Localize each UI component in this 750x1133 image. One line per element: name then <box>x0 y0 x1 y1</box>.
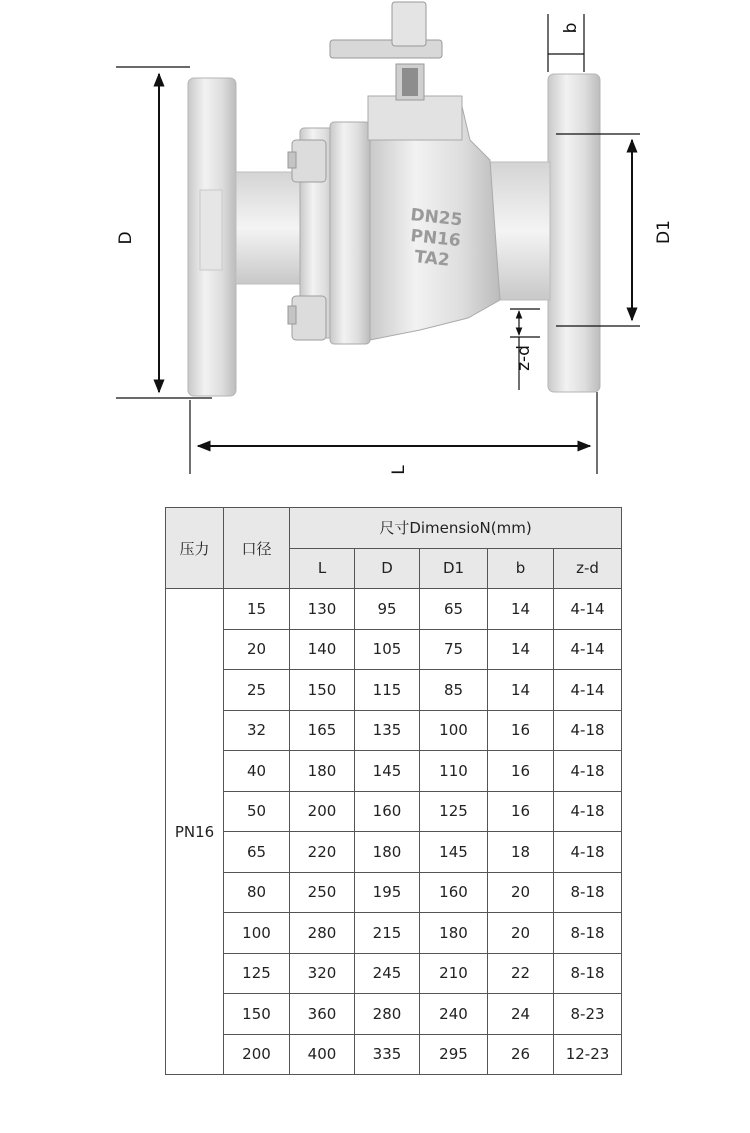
table-row <box>166 670 622 711</box>
table-row <box>166 913 622 954</box>
cell-d1: 160 <box>420 872 488 913</box>
cell-zd: 8-18 <box>554 953 622 994</box>
dim-label-zd: z-d <box>514 345 534 371</box>
cell-l: 220 <box>290 832 355 873</box>
cell-b: 20 <box>488 872 554 913</box>
cell-d1: 125 <box>420 791 488 832</box>
cell-bore: 32 <box>224 710 290 751</box>
cell-l: 150 <box>290 670 355 711</box>
header-d1: D1 <box>420 548 488 589</box>
cell-d: 245 <box>355 953 420 994</box>
cell-l: 250 <box>290 872 355 913</box>
cell-d: 215 <box>355 913 420 954</box>
header-dimension-group: 尺寸DimensioN(mm) <box>290 508 622 549</box>
dim-label-b: b <box>561 22 581 34</box>
cell-d1: 75 <box>420 629 488 670</box>
cell-zd: 4-18 <box>554 710 622 751</box>
cell-l: 280 <box>290 913 355 954</box>
cell-bore: 150 <box>224 994 290 1035</box>
pressure-cell: PN16 <box>166 589 224 1075</box>
cell-d1: 145 <box>420 832 488 873</box>
cell-b: 16 <box>488 791 554 832</box>
cell-d: 115 <box>355 670 420 711</box>
valve-dimension-drawing <box>0 0 750 490</box>
body-mark-2: PN16 <box>409 226 462 252</box>
cell-l: 165 <box>290 710 355 751</box>
header-bore: 口径 <box>224 508 290 589</box>
cell-bore: 40 <box>224 751 290 792</box>
cell-d1: 65 <box>420 589 488 630</box>
dimension-table <box>165 507 622 1075</box>
cell-bore: 65 <box>224 832 290 873</box>
cell-bore: 80 <box>224 872 290 913</box>
cell-l: 320 <box>290 953 355 994</box>
cell-d1: 110 <box>420 751 488 792</box>
cell-d: 135 <box>355 710 420 751</box>
cell-l: 130 <box>290 589 355 630</box>
cell-zd: 4-14 <box>554 589 622 630</box>
cell-b: 16 <box>488 751 554 792</box>
table-row <box>166 589 622 630</box>
cell-zd: 4-18 <box>554 832 622 873</box>
cell-d1: 210 <box>420 953 488 994</box>
table-row <box>166 629 622 670</box>
cell-bore: 20 <box>224 629 290 670</box>
cell-b: 20 <box>488 913 554 954</box>
table-row <box>166 832 622 873</box>
cell-d: 105 <box>355 629 420 670</box>
cell-b: 22 <box>488 953 554 994</box>
cell-d: 180 <box>355 832 420 873</box>
dim-label-d1: D1 <box>654 220 674 244</box>
table-row <box>166 953 622 994</box>
cell-d1: 180 <box>420 913 488 954</box>
body-mark-3: TA2 <box>413 247 451 271</box>
table-row <box>166 751 622 792</box>
cell-bore: 125 <box>224 953 290 994</box>
table-row <box>166 1034 622 1075</box>
cell-d: 195 <box>355 872 420 913</box>
table-body <box>166 589 622 1075</box>
table-row <box>166 994 622 1035</box>
cell-d1: 295 <box>420 1034 488 1075</box>
cell-bore: 15 <box>224 589 290 630</box>
cell-b: 26 <box>488 1034 554 1075</box>
cell-zd: 4-14 <box>554 629 622 670</box>
dim-label-l: L <box>389 465 409 475</box>
cell-bore: 25 <box>224 670 290 711</box>
header-zd: z-d <box>554 548 622 589</box>
header-b: b <box>488 548 554 589</box>
cell-zd: 4-18 <box>554 791 622 832</box>
cell-b: 24 <box>488 994 554 1035</box>
table-row <box>166 710 622 751</box>
table-row <box>166 872 622 913</box>
table-header-row <box>166 508 622 549</box>
cell-d: 95 <box>355 589 420 630</box>
cell-l: 180 <box>290 751 355 792</box>
cell-b: 14 <box>488 589 554 630</box>
cell-zd: 4-18 <box>554 751 622 792</box>
cell-zd: 8-23 <box>554 994 622 1035</box>
cell-b: 18 <box>488 832 554 873</box>
dim-label-d: D <box>116 231 136 245</box>
cell-bore: 100 <box>224 913 290 954</box>
table-row <box>166 791 622 832</box>
cell-zd: 4-14 <box>554 670 622 711</box>
cell-b: 16 <box>488 710 554 751</box>
cell-bore: 50 <box>224 791 290 832</box>
header-l: L <box>290 548 355 589</box>
cell-l: 360 <box>290 994 355 1035</box>
cell-d1: 240 <box>420 994 488 1035</box>
cell-zd: 8-18 <box>554 872 622 913</box>
cell-d: 335 <box>355 1034 420 1075</box>
cell-d1: 85 <box>420 670 488 711</box>
body-mark-1: DN25 <box>409 205 464 231</box>
cell-l: 140 <box>290 629 355 670</box>
cell-b: 14 <box>488 629 554 670</box>
cell-d: 160 <box>355 791 420 832</box>
cell-l: 200 <box>290 791 355 832</box>
cell-zd: 8-18 <box>554 913 622 954</box>
cell-d1: 100 <box>420 710 488 751</box>
cell-d: 280 <box>355 994 420 1035</box>
cell-d: 145 <box>355 751 420 792</box>
header-pressure: 压力 <box>166 508 224 589</box>
cell-zd: 12-23 <box>554 1034 622 1075</box>
cell-l: 400 <box>290 1034 355 1075</box>
cell-b: 14 <box>488 670 554 711</box>
header-d: D <box>355 548 420 589</box>
cell-bore: 200 <box>224 1034 290 1075</box>
